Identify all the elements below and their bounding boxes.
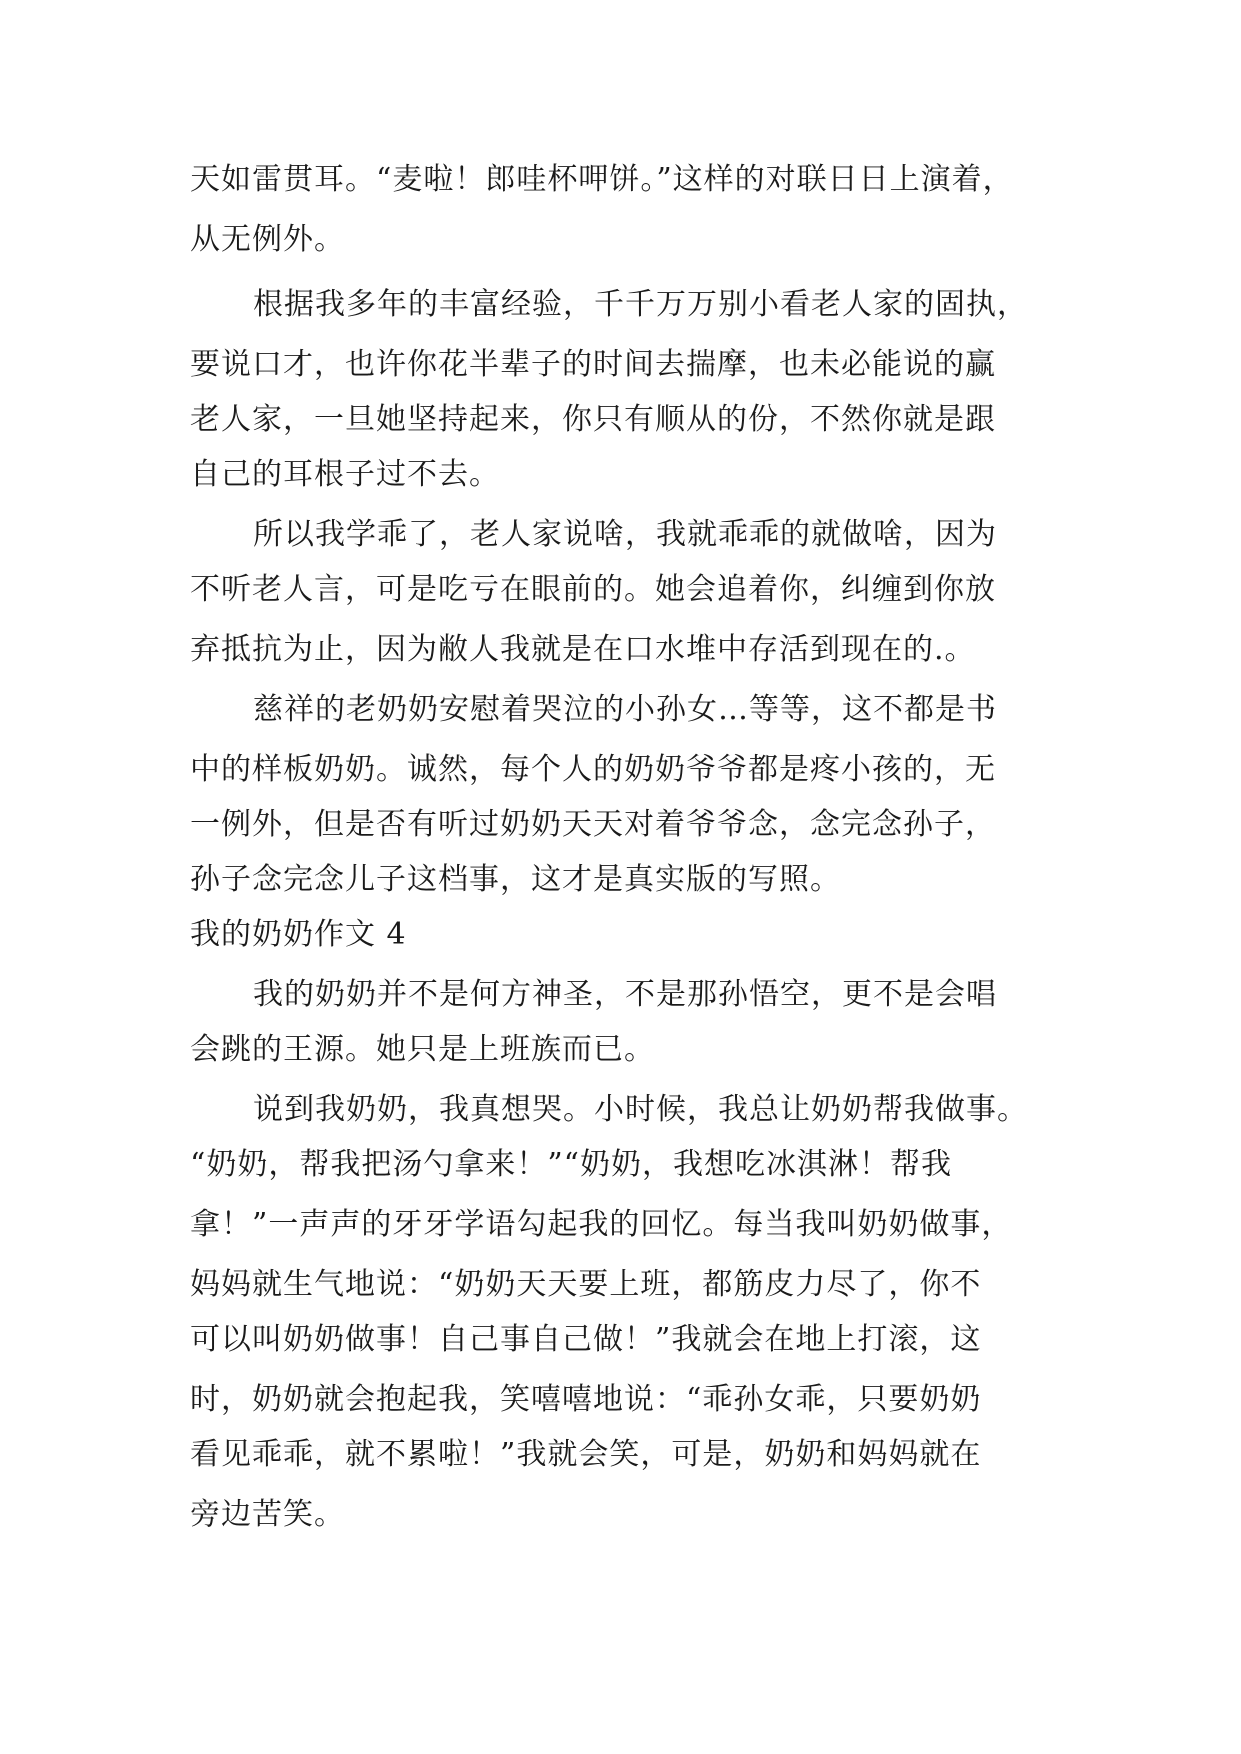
text-line: 看见乖乖，就不累啦！”我就会笑，可是，奶奶和妈妈就在 [190,1437,982,1472]
text-line: 时，奶奶就会抱起我，笑嘻嘻地说：“乖孙女乖，只要奶奶 [190,1382,982,1417]
text-line: 会跳的王源。她只是上班族而已。 [190,1032,655,1067]
text-line: 老人家，一旦她坚持起来，你只有顺从的份，不然你就是跟 [190,402,996,437]
text-line: 要说口才，也许你花半辈子的时间去揣摩，也未必能说的赢 [190,347,996,382]
text-line: 自己的耳根子过不去。 [190,457,500,492]
text-line: 天如雷贯耳。“麦啦！郎哇杯呷饼。”这样的对联日日上演着， [190,162,1014,197]
text-line: 旁边苦笑。 [190,1497,345,1532]
section-heading: 我的奶奶作文 4 [190,917,407,952]
text-line: “奶奶，帮我把汤勺拿来！”“奶奶，我想吃冰淇淋！帮我 [190,1147,953,1182]
paragraph-first-line: 根据我多年的丰富经验，千千万万别小看老人家的固执， [253,287,1028,322]
paragraph-first-line: 我的奶奶并不是何方神圣，不是那孙悟空，更不是会唱 [253,977,997,1012]
text-line: 弃抵抗为止，因为敝人我就是在口水堆中存活到现在的.。 [190,632,976,667]
paragraph-first-line: 慈祥的老奶奶安慰着哭泣的小孙女…等等，这不都是书 [253,692,997,727]
text-line: 不听老人言，可是吃亏在眼前的。她会追着你，纠缠到你放 [190,572,996,607]
paragraph-first-line: 所以我学乖了，老人家说啥，我就乖乖的就做啥，因为 [253,517,997,552]
text-line: 孙子念完念儿子这档事，这才是真实版的写照。 [190,862,841,897]
paragraph-first-line: 说到我奶奶，我真想哭。小时候，我总让奶奶帮我做事。 [253,1092,1028,1127]
text-line: 妈妈就生气地说：“奶奶天天要上班，都筋皮力尽了，你不 [190,1267,982,1302]
text-line: 拿！”一声声的牙牙学语勾起我的回忆。每当我叫奶奶做事， [190,1207,1013,1242]
text-line: 中的样板奶奶。诚然，每个人的奶奶爷爷都是疼小孩的，无 [190,752,996,787]
text-line: 可以叫奶奶做事！自己事自己做！”我就会在地上打滚，这 [190,1322,982,1357]
text-line: 从无例外。 [190,222,345,257]
text-line: 一例外，但是否有听过奶奶天天对着爷爷念，念完念孙子， [190,807,996,842]
